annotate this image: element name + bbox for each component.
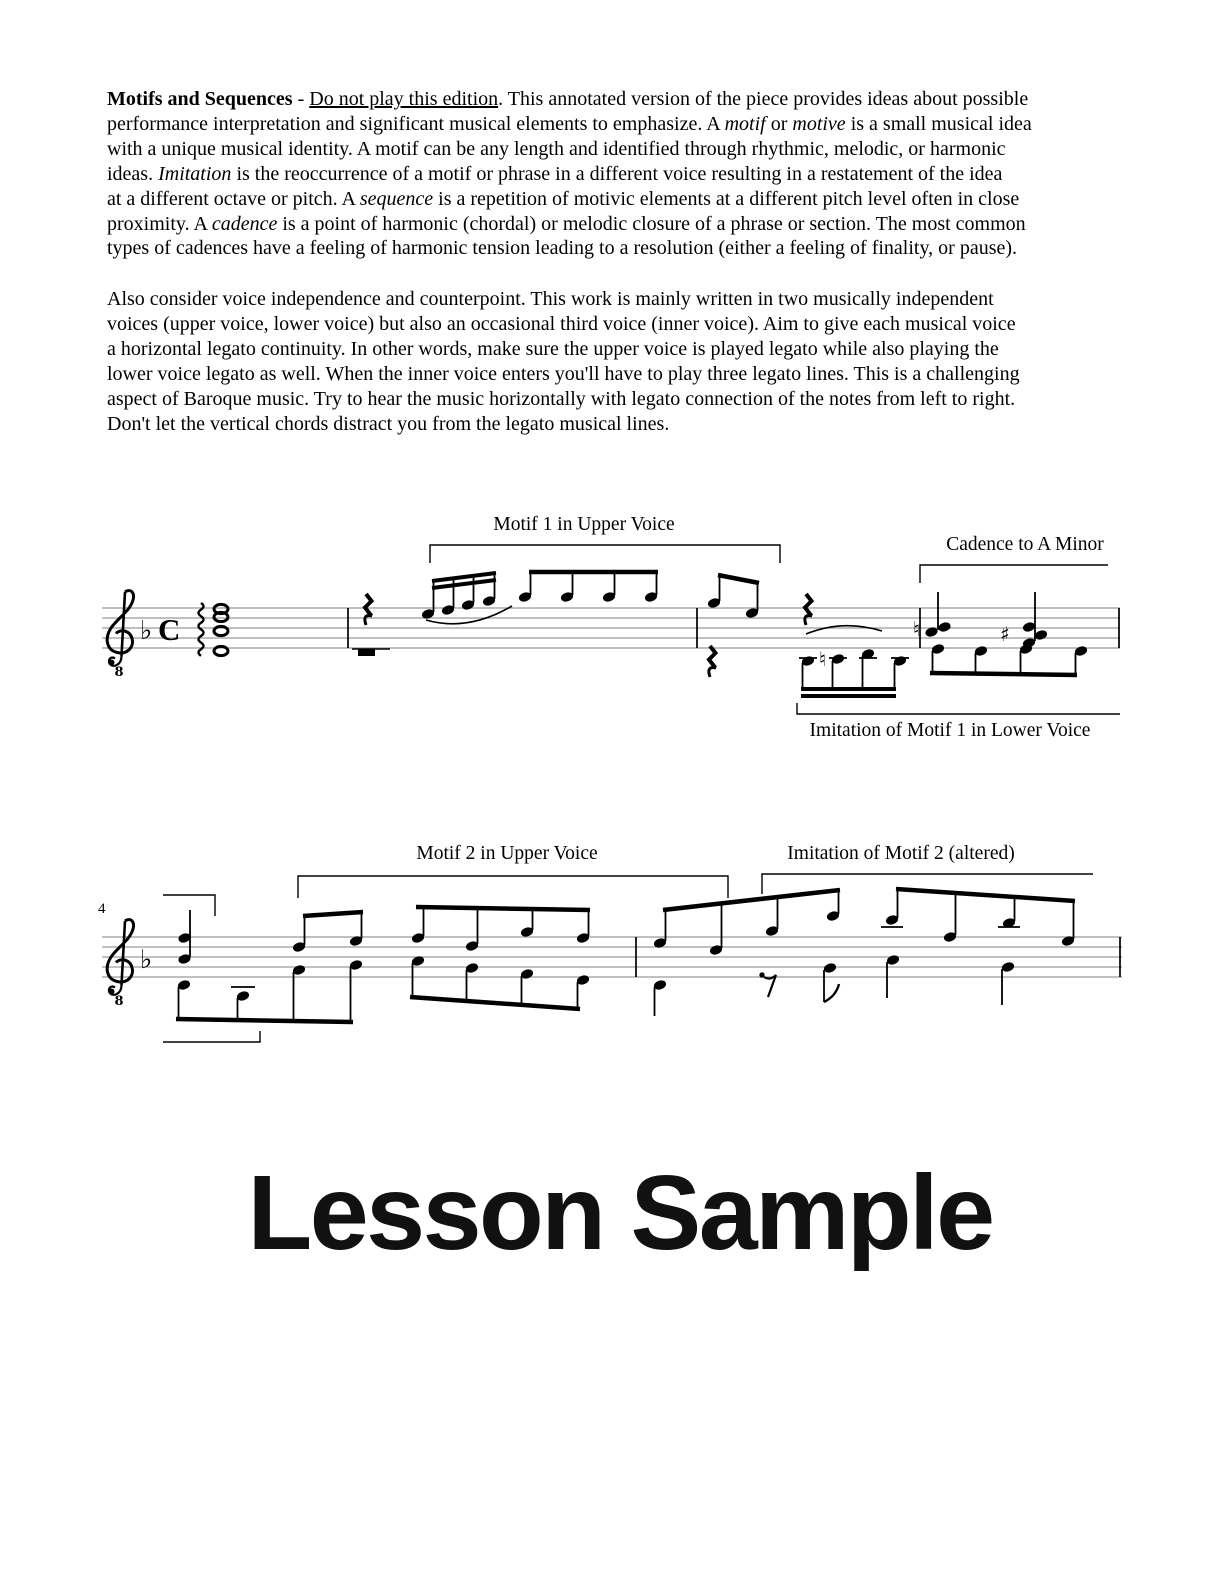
octave-8-marker: 8 (114, 994, 124, 1009)
text-line (107, 137, 1032, 162)
text-line (107, 236, 1032, 261)
text-segment: is a point of harmonic (chordal) or melodic closure of a phrase or section. The most common (277, 212, 1026, 235)
text-line (107, 87, 1032, 112)
motif1-eighth-group (518, 572, 659, 603)
key-signature-flat-icon: ♭ (140, 945, 153, 975)
cadence-bracket (920, 565, 1108, 583)
text-line (107, 362, 1020, 387)
text-segment: or (765, 112, 793, 135)
lesson-sample-watermark: Lesson Sample (247, 1154, 993, 1272)
natural-accidental-icon: ♮ (913, 617, 921, 641)
text-line (107, 387, 1020, 412)
measure-number: 4 (98, 901, 106, 917)
music-system-2 (0, 830, 1224, 1060)
text-line (107, 287, 1020, 312)
text-segment: is the reoccurrence of a motif or phrase in a different voice resulting in a restatement of the idea (231, 162, 1003, 185)
intro-paragraph-2 (107, 287, 1020, 436)
text-line (107, 337, 1020, 362)
staff-lines (102, 937, 1122, 977)
text-segment: . This annotated version of the piece provides ideas about possible (498, 88, 1029, 110)
imitation2-group (653, 889, 1076, 956)
music-system-1 (0, 500, 1224, 755)
natural-accidental-icon: ♮ (819, 647, 827, 671)
label-motif2: Motif 2 in Upper Voice (416, 843, 598, 864)
text-segment: types of cadences have a feeling of harmonic tension leading to a resolution (either a feeling of finality, or pause). (107, 237, 1018, 260)
text-line (107, 412, 1020, 437)
time-signature: C (158, 612, 181, 647)
text-segment: sequence (359, 187, 434, 210)
text-segment: performance interpretation and significant musical elements to emphasize. A (107, 112, 725, 135)
text-segment: lower voice legato as well. When the inner voice enters you'll have to play three legato lines. This is a challenging (107, 362, 1020, 385)
label-cadence: Cadence to A Minor (946, 534, 1104, 555)
text-segment: voices (upper voice, lower voice) but also an occasional third voice (inner voice). Aim to give each musical voice (107, 312, 1016, 335)
text-segment: motif (724, 112, 766, 135)
treble-clef-icon (107, 920, 133, 1009)
measure-2-rests (352, 594, 390, 656)
text-segment: is a small musical idea (845, 112, 1032, 135)
sharp-accidental-icon: ♯ (1000, 622, 1010, 646)
text-segment: is a repetition of motivic elements at a different pitch level often in close (433, 187, 1020, 210)
label-motif1: Motif 1 in Upper Voice (493, 514, 675, 535)
text-line (107, 162, 1032, 187)
text-segment: Imitation (158, 162, 232, 185)
label-imitation2: Imitation of Motif 2 (altered) (787, 843, 1015, 864)
text-segment: a horizontal legato continuity. In other words, make sure the upper voice is played legato while also playing the (107, 337, 999, 360)
treble-clef-icon (107, 591, 133, 680)
text-segment: motive (792, 112, 846, 135)
text-segment: Do not play this edition (309, 88, 499, 110)
text-segment: proximity. A (107, 212, 212, 235)
text-segment: Don't let the vertical chords distract you from the legato musical lines. (107, 412, 670, 435)
imitation1-lower-voice (709, 626, 909, 696)
text-segment: at a different octave or pitch. A (107, 187, 360, 210)
text-segment: Motifs and Sequences (107, 88, 293, 110)
text-line (107, 312, 1020, 337)
motif2-bracket (298, 876, 728, 898)
motif2-group (410, 907, 590, 1009)
text-segment: aspect of Baroque music. Try to hear the music horizontally with legato connection of the notes from left to right. (107, 387, 1016, 410)
text-segment: - (292, 88, 310, 110)
staff-lines (102, 608, 1120, 648)
cadence-measure (913, 592, 1088, 675)
key-signature-flat-icon: ♭ (140, 616, 153, 646)
motif1-sixteenth-group (421, 573, 512, 624)
intro-paragraph-1 (107, 87, 1032, 261)
text-line (107, 212, 1032, 237)
imitation1-bracket (797, 703, 1120, 714)
text-segment: ideas. (107, 162, 159, 185)
motif1-bracket (430, 545, 780, 563)
text-segment: cadence (211, 212, 278, 235)
text-segment: with a unique musical identity. A motif can be any length and identified through rhythmic, melodic, or harmonic (107, 137, 1006, 160)
measure-4-opening (163, 895, 363, 1042)
measure-5-lower-voice (653, 954, 1016, 1016)
text-line (107, 187, 1032, 212)
octave-8-marker: 8 (114, 665, 124, 680)
text-segment: Also consider voice independence and counterpoint. This work is mainly written in two musically independent (107, 288, 994, 310)
label-imitation1: Imitation of Motif 1 in Lower Voice (809, 720, 1091, 741)
text-line (107, 112, 1032, 137)
